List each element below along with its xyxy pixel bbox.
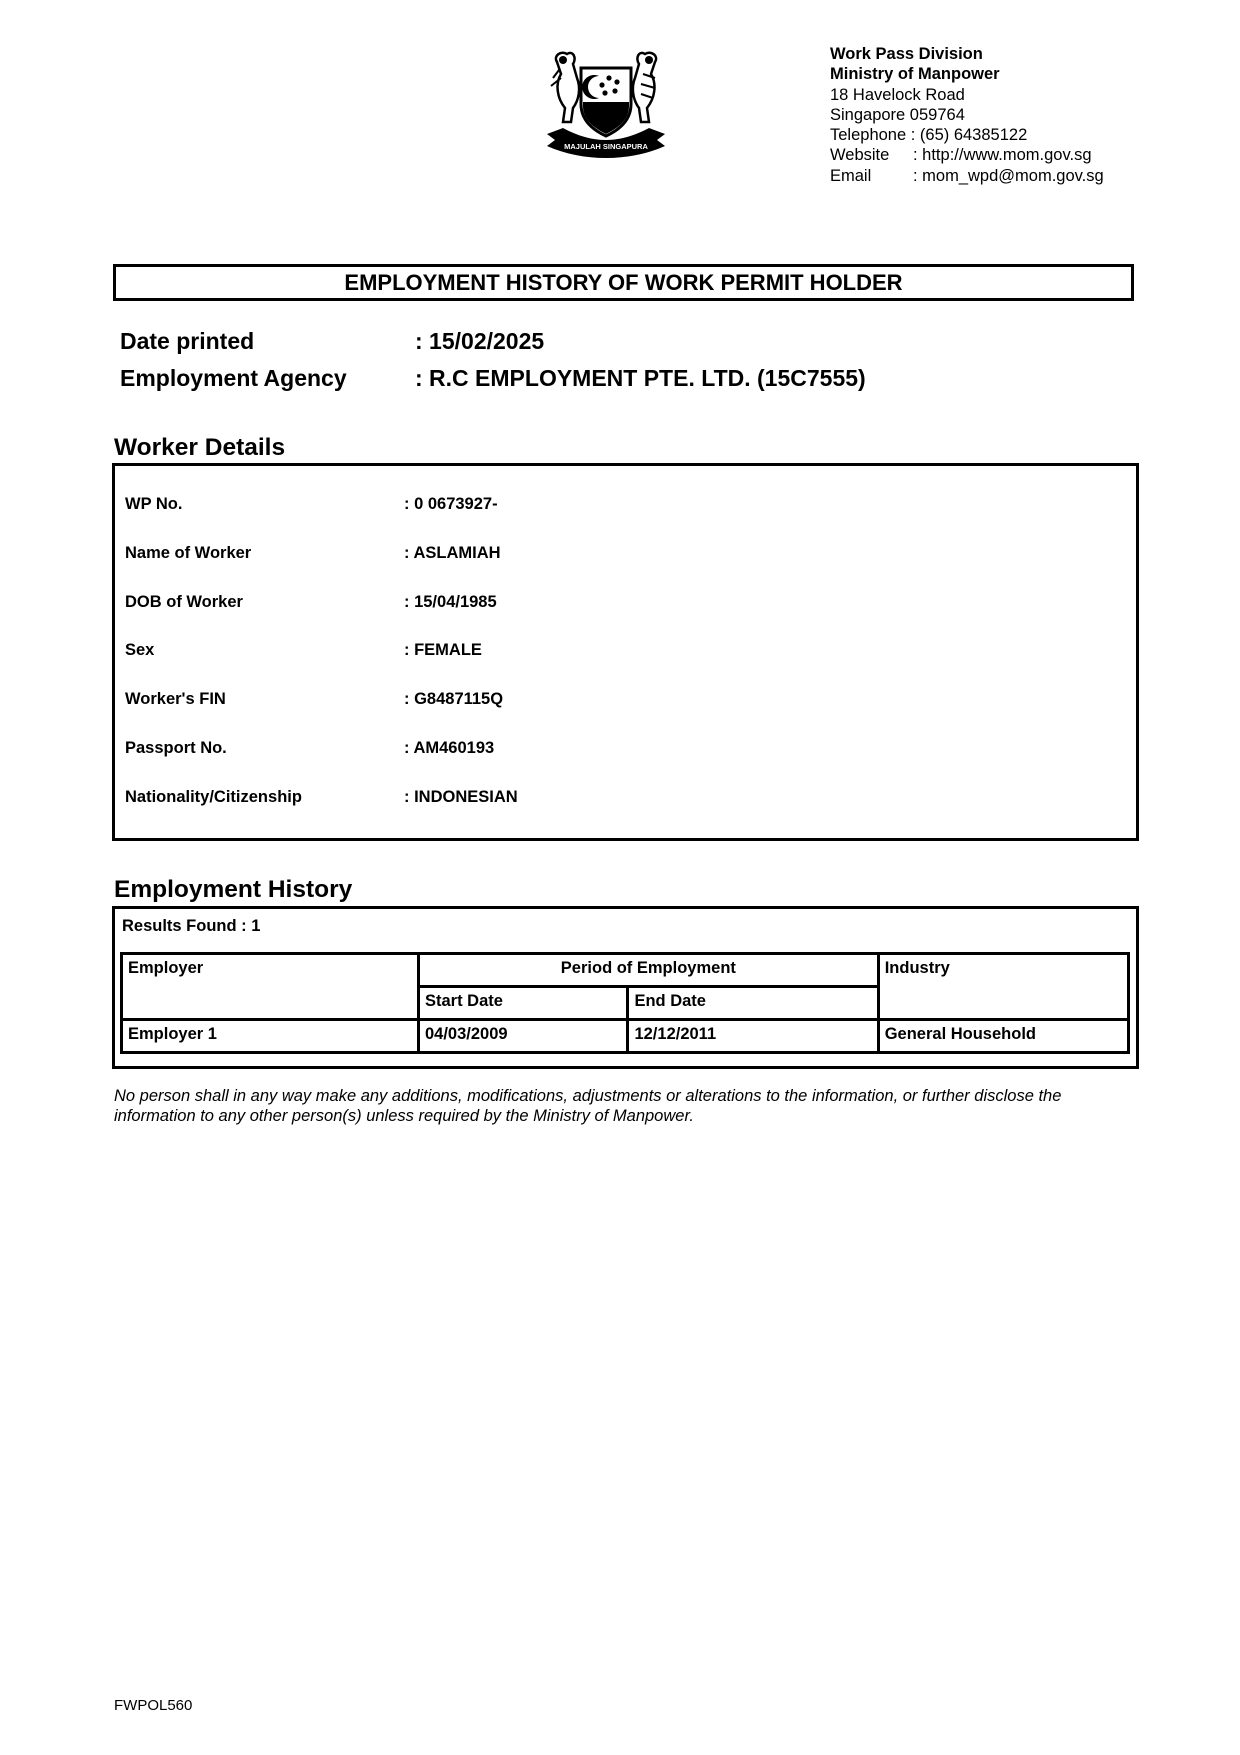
header-end-date: End Date <box>628 987 878 1020</box>
field-label: Nationality/Citizenship <box>125 788 302 806</box>
worker-field-dob <box>125 593 497 612</box>
field-label: DOB of Worker <box>125 593 243 611</box>
crest-motto: MAJULAH SINGAPURA <box>564 142 648 151</box>
employment-history-heading: Employment History <box>114 876 353 903</box>
worker-field-nationality <box>125 788 518 807</box>
worker-details-heading: Worker Details <box>114 434 286 461</box>
employment-history-box <box>112 906 1139 1069</box>
telephone-line: Telephone : (65) 64385122 <box>830 126 1028 145</box>
field-label: Sex <box>125 641 155 659</box>
form-code: FWPOL560 <box>114 1697 193 1714</box>
worker-details-box <box>112 463 1139 841</box>
field-value: : 15/04/1985 <box>404 593 497 611</box>
employment-agency-row <box>120 365 866 392</box>
employment-agency-value: : R.C EMPLOYMENT PTE. LTD. (15C7555) <box>415 365 866 391</box>
header-period: Period of Employment <box>419 954 879 987</box>
field-label: Name of Worker <box>125 544 252 562</box>
field-value: : 0 0673927- <box>404 495 498 513</box>
employment-agency-label: Employment Agency <box>120 365 347 391</box>
website-line <box>830 145 1104 165</box>
address-line-2: Singapore 059764 <box>830 105 965 124</box>
worker-field-sex <box>125 641 482 660</box>
document-title: EMPLOYMENT HISTORY OF WORK PERMIT HOLDER <box>113 264 1134 301</box>
cell-end-date: 12/12/2011 <box>628 1020 878 1053</box>
header-start-date: Start Date <box>419 987 628 1020</box>
field-label: Passport No. <box>125 739 227 757</box>
worker-field-fin <box>125 690 504 709</box>
email-label: Email <box>830 166 872 185</box>
email-value: : mom_wpd@mom.gov.sg <box>913 166 1104 185</box>
cell-industry: General Household <box>878 1020 1128 1053</box>
cell-start-date: 04/03/2009 <box>419 1020 628 1053</box>
field-value: : INDONESIAN <box>404 788 518 806</box>
email-line <box>830 166 1104 186</box>
date-printed-value: : 15/02/2025 <box>415 328 545 354</box>
cell-employer: Employer 1 <box>122 1020 419 1053</box>
table-row <box>122 1020 1129 1053</box>
field-label: Worker's FIN <box>125 690 226 708</box>
employment-history-table <box>120 952 1130 1054</box>
field-value: : AM460193 <box>404 739 495 757</box>
field-label: WP No. <box>125 495 183 513</box>
header-industry: Industry <box>878 954 1128 1020</box>
results-count: Results Found : 1 <box>122 917 261 935</box>
website-value: : http://www.mom.gov.sg <box>913 146 1092 165</box>
table-header-row <box>122 954 1129 987</box>
division-name: Work Pass Division <box>830 45 983 63</box>
date-printed-row <box>120 328 545 355</box>
worker-field-passport <box>125 739 495 758</box>
address-line-1: 18 Havelock Road <box>830 85 965 104</box>
field-value: : ASLAMIAH <box>404 544 501 562</box>
date-printed-label: Date printed <box>120 328 255 354</box>
field-value: : FEMALE <box>404 641 482 659</box>
worker-field-wp-no <box>125 495 498 514</box>
ministry-name: Ministry of Manpower <box>830 65 1000 84</box>
worker-field-name <box>125 544 501 563</box>
national-crest-logo <box>543 48 669 160</box>
ministry-address-block <box>830 44 1104 186</box>
website-label: Website <box>830 146 890 165</box>
field-value: : G8487115Q <box>404 690 504 708</box>
header-employer: Employer <box>122 954 419 1020</box>
disclaimer-text: No person shall in any way make any additions, modifications, adjustments or alterations to the information, or further disclose the information to any other person(s) unless required by the Ministry of Manpower. <box>114 1087 1062 1125</box>
